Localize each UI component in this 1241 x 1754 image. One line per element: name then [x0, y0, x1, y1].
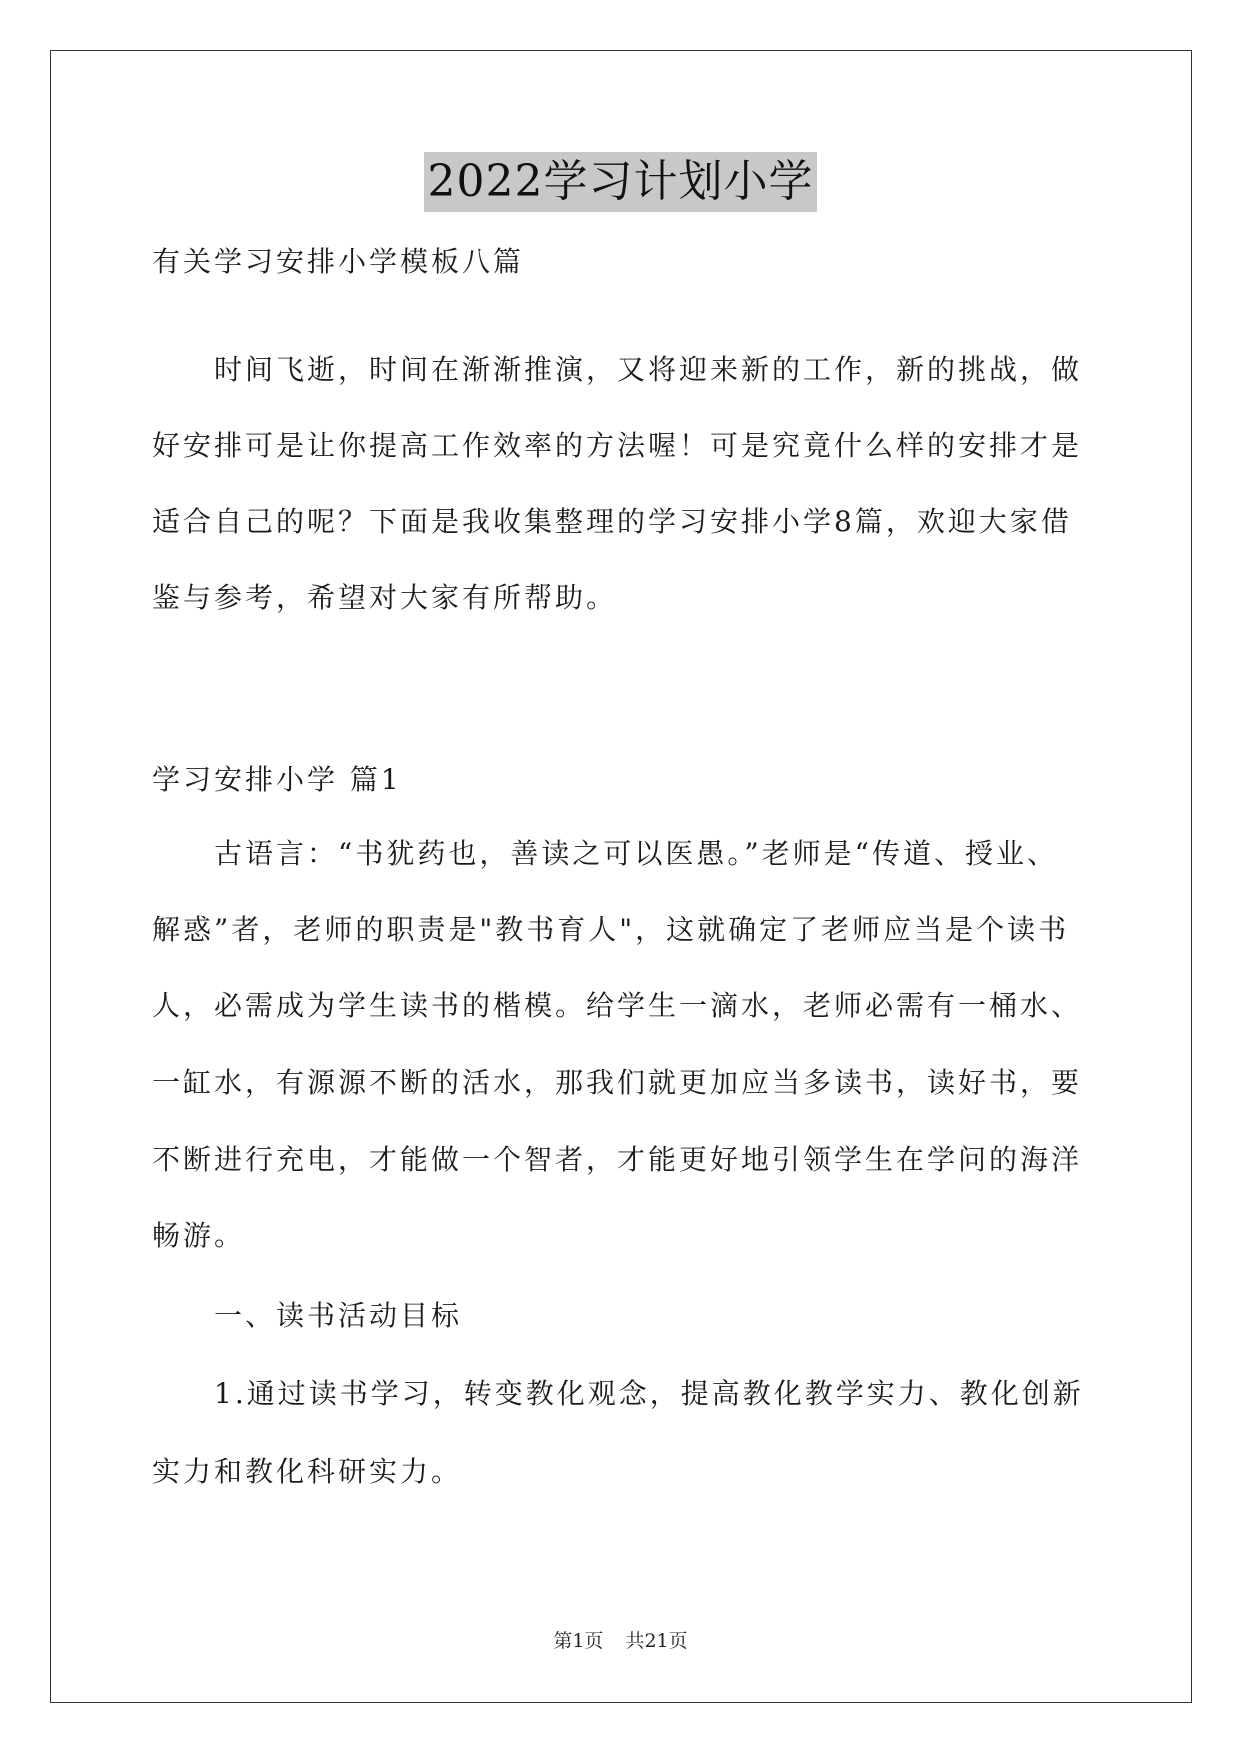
- page-footer: [0, 1628, 1241, 1654]
- paragraph-line: 不断进行充电，才能做一个智者，才能更好地引领学生在学问的海洋: [152, 1143, 1083, 1176]
- page-number: 第1页: [553, 1630, 604, 1652]
- title-container: [0, 152, 1241, 212]
- goal-heading: 一、读书活动目标: [214, 1299, 463, 1332]
- paragraph-line: 鉴与参考，希望对大家有所帮助。: [152, 581, 618, 614]
- paragraph-line: 古语言：“书犹药也，善读之可以医愚。”老师是“传道、授业、: [214, 837, 1058, 870]
- paragraph-line: 解惑”者，老师的职责是"教书育人"，这就确定了老师应当是个读书: [152, 913, 1070, 946]
- paragraph-line: 好安排可是让你提高工作效率的方法喔！可是究竟什么样的安排才是: [152, 429, 1083, 462]
- paragraph-line: 时间飞逝，时间在渐渐推演，又将迎来新的工作，新的挑战，做: [214, 353, 1083, 386]
- document-title: 2022学习计划小学: [424, 152, 818, 212]
- paragraph-line: 1.通过读书学习，转变教化观念，提高教化教学实力、教化创新: [214, 1377, 1084, 1410]
- paragraph-line: 一缸水，有源源不断的活水，那我们就更加应当多读书，读好书，要: [152, 1066, 1083, 1099]
- page-total: 共21页: [625, 1630, 688, 1652]
- section-heading: 学习安排小学 篇1: [152, 763, 402, 796]
- paragraph-line: 畅游。: [152, 1219, 246, 1252]
- document-subtitle: 有关学习安排小学模板八篇: [152, 245, 525, 278]
- paragraph-line: 人，必需成为学生读书的楷模。给学生一滴水，老师必需有一桶水、: [152, 989, 1083, 1022]
- paragraph-line: 适合自己的呢？下面是我收集整理的学习安排小学8篇，欢迎大家借: [152, 505, 1072, 538]
- paragraph-line: 实力和教化科研实力。: [152, 1455, 463, 1488]
